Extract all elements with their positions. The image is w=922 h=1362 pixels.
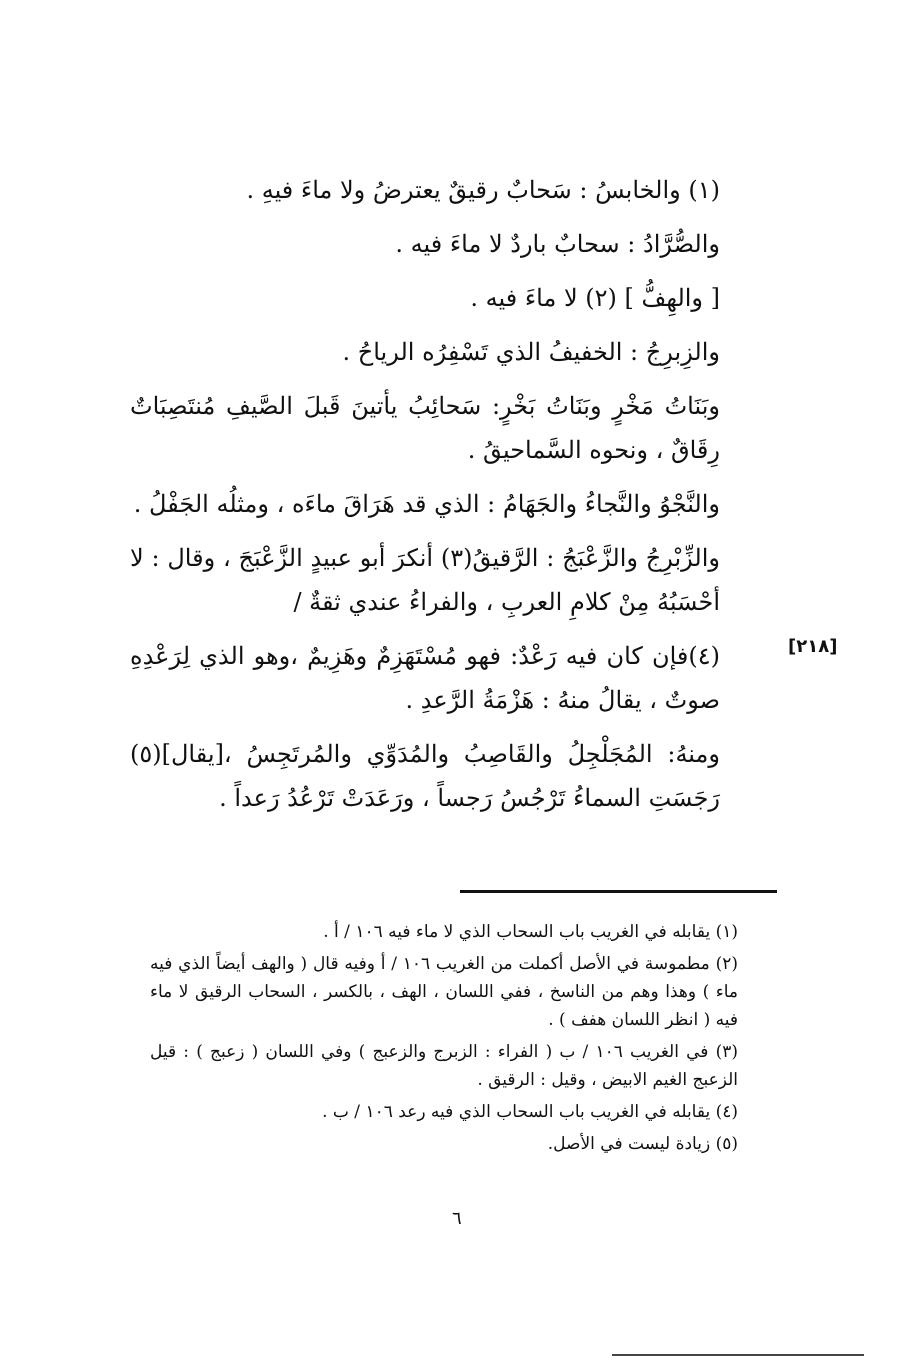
main-paragraph-2: والصُّرَّادُ : سحابٌ باردٌ لا ماءَ فيه . xyxy=(395,230,720,258)
footnote-separator xyxy=(460,890,777,893)
scan-edge-line xyxy=(612,1354,864,1356)
main-paragraph-4: والزِبرِجُ : الخفيفُ الذي تَسْفِرُه الرياحُ . xyxy=(342,338,720,366)
main-paragraph-5: وبَنَاتُ مَخْرٍ وبَنَاتُ بَخْرٍ: سَحائِبُ يأتينَ قَبلَ الصَّيفِ مُنتَصِبَاتٌ رِقَاقٌ ، ونحوه السَّماحيقُ . xyxy=(130,392,720,464)
main-paragraph-1: (١) والخابسُ : سَحابٌ رقيقٌ يعترضُ ولا ماءَ فيهِ . xyxy=(246,176,720,204)
footnote-4: (٤) يقابله في الغريب باب السحاب الذي فيه رعد ١٠٦ / ب . xyxy=(322,1102,738,1122)
main-text xyxy=(130,168,780,830)
footnote-5: (٥) زيادة ليست في الأصل. xyxy=(547,1134,738,1154)
footnotes xyxy=(150,918,778,1162)
manuscript-page-marker: [٢١٨] xyxy=(788,636,838,657)
main-paragraph-8: (٤)فإن كان فيه رَعْدٌ: فهو مُسْتَهَزِمٌ وهَزِيمٌ ،وهو الذي لِرَعْدِهِ صوتٌ ، يقالُ منهُ : هَزْمَةُ الرَّعدِ . xyxy=(130,642,720,714)
main-paragraph-7: والزِّبْرِجُ والزَّعْبَجُ : الرَّقيقُ(٣) أنكرَ أبو عبيدٍ الزَّعْبَجَ ، وقال : لا أحْسَبُهُ مِنْ كلامِ العربِ ، والفراءُ عندي ثقةٌ / xyxy=(130,544,720,616)
page-number: ٦ xyxy=(452,1208,462,1229)
footnote-2: (٢) مطموسة في الأصل أكملت من الغريب ١٠٦ / أ وفيه قال ( والهف أيضاً الذي فيه ماء ) وهذا وهم من الناسخ ، ففي اللسان ، الهف ، بالكسر ، السحاب الرقيق لا ماء فيه ( انظر اللسان هفف ) . xyxy=(150,954,738,1030)
footnote-3: (٣) في الغريب ١٠٦ / ب ( الفراء : الزبرج والزعبج ) وفي اللسان ( زعبج ) : قيل الزعبج الغيم الابيض ، وقيل : الرقيق . xyxy=(150,1042,738,1090)
main-paragraph-3: [ والهِفُّ ] (٢) لا ماءَ فيه . xyxy=(470,284,720,312)
main-paragraph-6: والنَّجْوُ والنَّجاءُ والجَهَامُ : الذي قد هَرَاقَ ماءَه ، ومثلُه الجَفْلُ . xyxy=(133,490,720,518)
footnote-1: (١) يقابله في الغريب باب السحاب الذي لا ماء فيه ١٠٦ / أ . xyxy=(323,922,738,942)
main-paragraph-9: ومنهُ: المُجَلْجِلُ والقَاصِبُ والمُدَوِّي والمُرتَجِسُ ،[يقال](٥) رَجَسَتِ السماءُ تَرْجُسُ رَجساً ، ورَعَدَتْ تَرْعُدُ رَعداً . xyxy=(130,740,720,812)
